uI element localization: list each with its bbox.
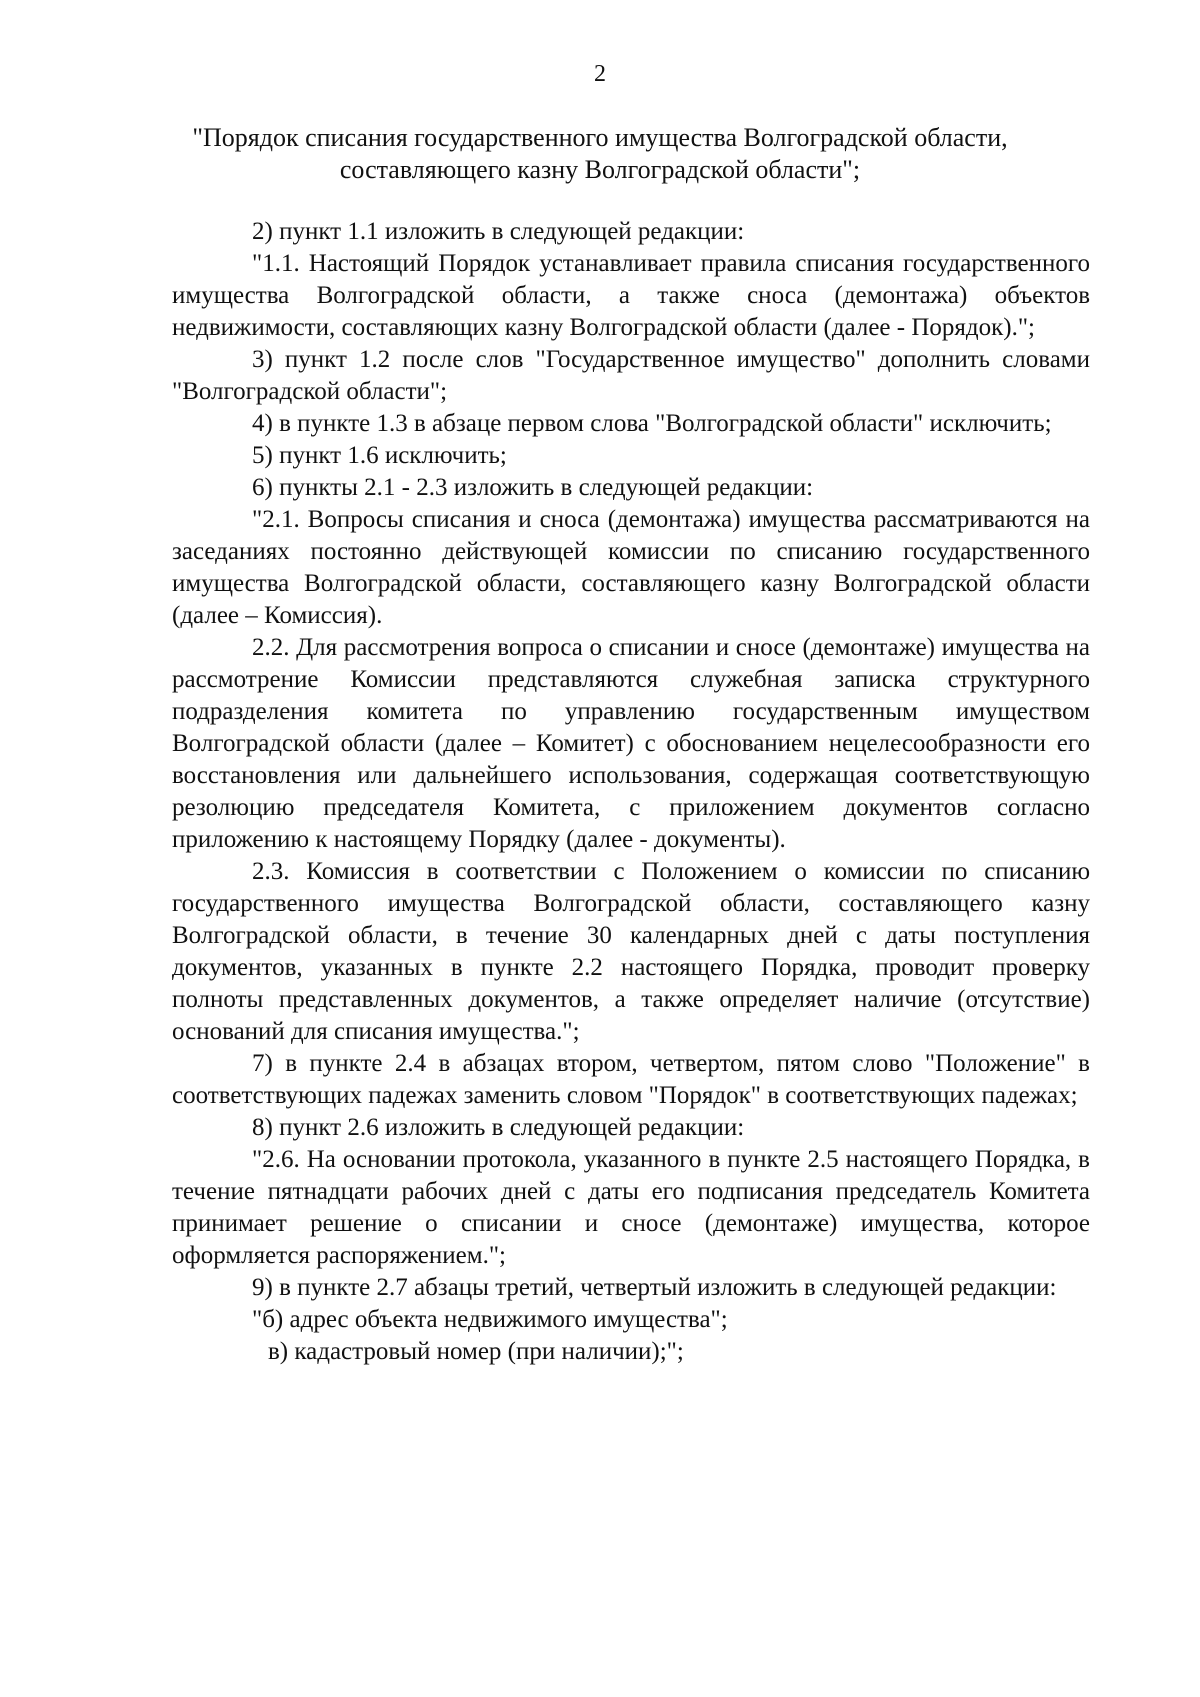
document-body — [172, 216, 1090, 1368]
paragraph-item-6: 6) пункты 2.1 - 2.3 изложить в следующей редакции: — [252, 474, 814, 501]
paragraph-subitem-b: "б) адрес объекта недвижимого имущества"; — [252, 1306, 728, 1333]
paragraph-item-4: 4) в пункте 1.3 в абзаце первом слова "Волгоградской области" исключить; — [252, 410, 1052, 437]
paragraph-item-7: 7) в пункте 2.4 в абзацах втором, четвертом, пятом слово "Положение" в соответствующих падежах заменить словом "Порядок" в соответствующих падежах; — [172, 1050, 1090, 1109]
page-number: 2 — [594, 61, 606, 87]
title-line-2: составляющего казну Волгоградской области"; — [339, 155, 861, 184]
title-line-1: "Порядок списания государственного имущества Волгоградской области, — [192, 123, 1008, 152]
paragraph-clause-2-6: "2.6. На основании протокола, указанного в пункте 2.5 настоящего Порядка, в течение пятнадцати рабочих дней с даты его подписания председатель Комитета принимает решение о списании и сносе (демонтаже) имущества, которое оформляется распоряжением."; — [172, 1146, 1090, 1269]
paragraph-item-5: 5) пункт 1.6 исключить; — [252, 442, 507, 469]
paragraph-item-2: 2) пункт 1.1 изложить в следующей редакции: — [252, 218, 745, 245]
paragraph-clause-1-1: "1.1. Настоящий Порядок устанавливает правила списания государственного имущества Волгоградской области, а также сноса (демонтажа) объектов недвижимости, составляющих казну Волгоградской области (далее - Порядок)."; — [172, 250, 1090, 341]
paragraph-clause-2-3: 2.3. Комиссия в соответствии с Положением о комиссии по списанию государственного имущества Волгоградской области, составляющего казну Волгоградской области, в течение 30 календарных дней с даты поступления документов, указанных в пункте 2.2 настоящего Порядка, проводит проверку полноты представленных документов, а также определяет наличие (отсутствие) оснований для списания имущества."; — [172, 858, 1090, 1045]
paragraph-item-8: 8) пункт 2.6 изложить в следующей редакции: — [252, 1114, 745, 1141]
paragraph-clause-2-1: "2.1. Вопросы списания и сноса (демонтажа) имущества рассматриваются на заседаниях постоянно действующей комиссии по списанию государственного имущества Волгоградской области, составляющего казну Волгоградской области (далее – Комиссия). — [172, 506, 1090, 629]
paragraph-subitem-v: в) кадастровый номер (при наличии);"; — [268, 1338, 684, 1365]
document-title — [150, 122, 1050, 186]
paragraph-item-3: 3) пункт 1.2 после слов "Государственное имущество" дополнить словами "Волгоградской области"; — [172, 346, 1090, 405]
paragraph-clause-2-2: 2.2. Для рассмотрения вопроса о списании и сносе (демонтаже) имущества на рассмотрение Комиссии представляются служебная записка структурного подразделения комитета по управлению государственным имуществом Волгоградской области (далее – Комитет) с обоснованием нецелесообразности его восстановления или дальнейшего использования, содержащая соответствующую резолюцию председателя Комитета, с приложением документов согласно приложению к настоящему Порядку (далее - документы). — [172, 634, 1090, 853]
paragraph-item-9: 9) в пункте 2.7 абзацы третий, четвертый изложить в следующей редакции: — [252, 1274, 1057, 1301]
